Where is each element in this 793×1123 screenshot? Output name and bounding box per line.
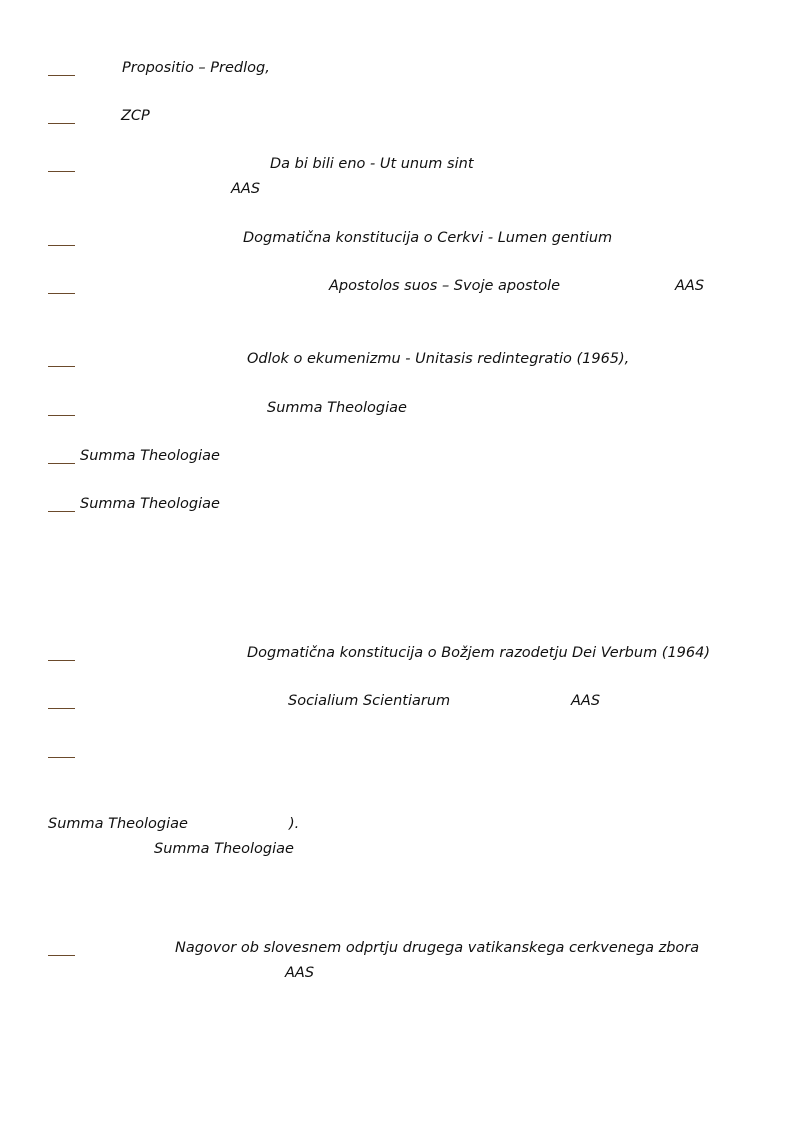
footnote-rule [48,708,75,709]
footnote-text: Summa Theologiae [80,448,220,464]
footnote-text: Socialium Scientiarum [288,693,451,709]
footnote-rule [48,463,75,464]
footnote-text: ZCP [121,108,150,124]
footnote-rule [48,415,75,416]
footnote-text: Summa Theologiae [267,400,407,416]
footnote-text: Summa Theologiae [154,841,294,857]
footnote-text: Da bi bili eno - Ut unum sint [270,156,474,172]
footnote-rule [48,660,75,661]
footnote-text: ). [289,816,300,832]
footnote-text: Apostolos suos – Svoje apostole [329,278,561,294]
footnote-rule [48,955,75,956]
footnote-rule [48,123,75,124]
footnote-text: Propositio – Predlog, [122,60,270,76]
footnote-text: Odlok o ekumenizmu - Unitasis redintegratio (1965), [247,351,630,367]
footnote-text: AAS [571,693,601,709]
footnote-rule [48,245,75,246]
footnote-text: AAS [285,965,315,981]
footnote-rule [48,366,75,367]
footnote-text: Summa Theologiae [48,816,188,832]
footnote-rule [48,757,75,758]
footnote-text: Nagovor ob slovesnem odprtju drugega vatikanskega cerkvenega zbora [175,940,700,956]
footnote-rule [48,293,75,294]
footnote-text: AAS [675,278,705,294]
footnote-rule [48,75,75,76]
footnote-text: Summa Theologiae [80,496,220,512]
footnote-text: Dogmatična konstitucija o Božjem razodetju [247,645,568,661]
footnote-text: Dei Verbum (1964) [572,645,711,661]
footnote-rule [48,511,75,512]
footnote-text: AAS [231,181,261,197]
footnote-text: Dogmatična konstitucija o Cerkvi - Lumen gentium [243,230,613,246]
footnote-rule [48,171,75,172]
